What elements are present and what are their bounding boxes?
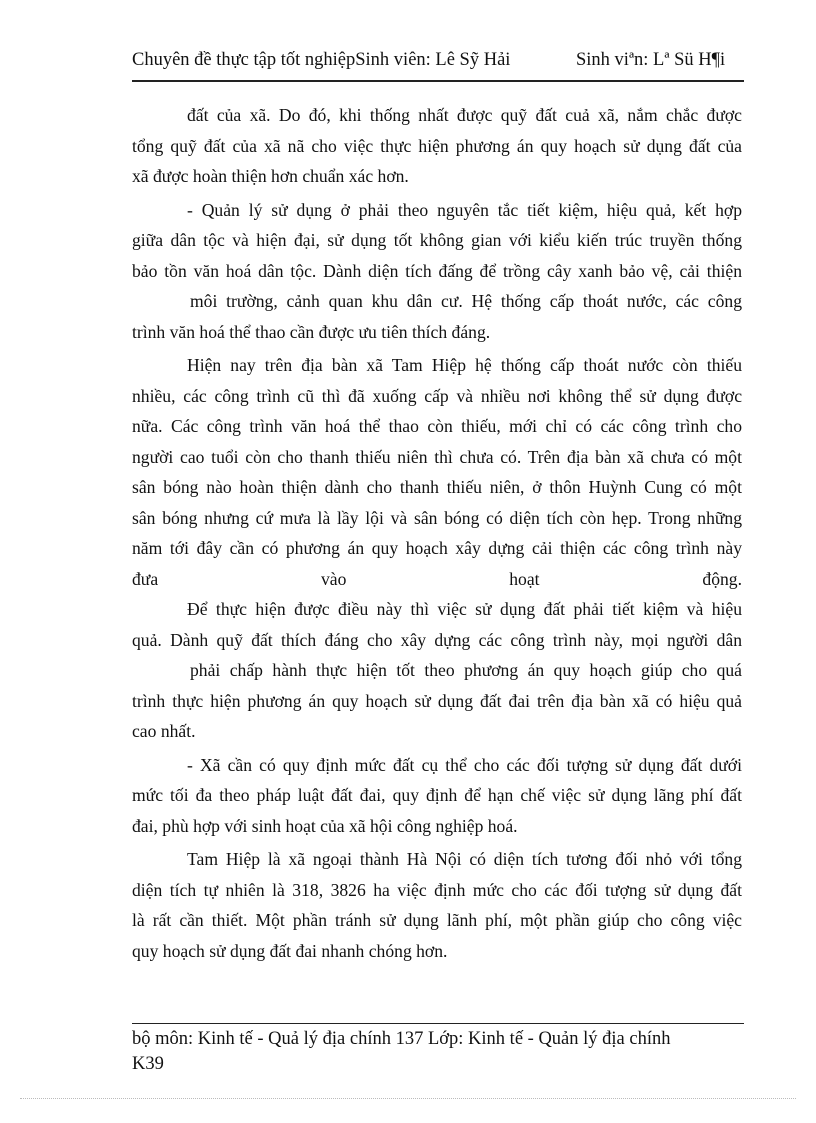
text-line: Để thực hiện được điều này thì việc sử dụng đất phải tiết kiệm và hiệu [187,599,742,619]
text-line: là rất cần thiết. Một phần tránh sử dụng lãnh phí, một phần giúp cho công việc [132,910,742,930]
text-line: diện tích tự nhiên là 318, 3826 ha việc định mức cho các đối tượng sử dụng đất [132,879,742,900]
text-line: phải chấp hành thực hiện tốt theo phương án quy hoạch giúp cho quá [190,660,742,680]
footer-rule [132,1023,744,1024]
text-line: môi trường, cảnh quan khu dân cư. Hệ thống cấp thoát nước, các công [190,291,742,311]
text-line: mức tối đa theo pháp luật đất đai, quy định để hạn chế việc sử dụng lãng phí đất [132,785,742,805]
header-right-text: Sinh viªn: Lª Sü H¶i [576,50,726,70]
paragraph [132,750,742,842]
text-line: cao nhất. [132,721,196,741]
text-line: năm tới đây cần có phương án quy hoạch xây dựng cải thiện các công trình này [132,538,742,558]
text-line: đai, phù hợp với sinh hoạt của xã hội công nghiệp hoá. [132,815,518,836]
text-line: - Xã cần có quy định mức đất cụ thể cho các đối tượng sử dụng đất dưới [187,754,742,775]
paragraph [132,100,742,192]
text-line: sân bóng nhưng cứ mưa là lầy lội và sân bóng có diện tích còn hẹp. Trong những [132,507,742,528]
text-line: quả. Dành quỹ đất thích đáng cho xây dựng các công trình này, mọi người dân [132,629,742,650]
page-bottom-border [20,1098,796,1099]
text-line: tổng quỹ đất của xã nã cho việc thực hiện phương án quy hoạch sử dụng đất của [132,135,742,156]
text-line: - Quản lý sử dụng ở phải theo nguyên tắc tiết kiệm, hiệu quả, kết hợp [187,199,742,220]
paragraph [132,195,742,348]
text-line: xã được hoàn thiện hơn chuẩn xác hơn. [132,166,409,186]
text-line: trình văn hoá thể thao cần được ưu tiên thích đáng. [132,321,491,342]
text-line: nhiều, các công trình cũ thì đã xuống cấp và nhiều nơi không thể sử dụng được [132,385,742,406]
header-rule [132,80,744,82]
page-footer [132,1027,744,1077]
text-line: sân bóng nào hoàn thiện dành cho thanh thiếu niên, ở thôn Huỳnh Cung có một [132,477,742,497]
header-left-text: Chuyên đề thực tập tốt nghiệpSinh viên: Lê Sỹ Hải [132,50,511,70]
text-line: bảo tồn văn hoá dân tộc. Dành diện tích đấng để trồng cây xanh bảo vệ, cải thiện [132,260,742,281]
text-line: đưa vào hoạt động. [132,568,742,589]
document-body [132,100,742,966]
text-line: người cao tuổi còn cho thanh thiếu niên thì chưa có. Trên địa bàn xã chưa có một [132,446,742,467]
paragraph [132,350,742,594]
paragraph [132,594,742,747]
text-line: đất của xã. Do đó, khi thống nhất được quỹ đất cuả xã, nắm chắc được [187,105,742,125]
text-line: Hiện nay trên địa bàn xã Tam Hiệp hệ thống cấp thoát nước còn thiếu [187,355,742,375]
text-line: nữa. Các công trình văn hoá thể thao còn thiếu, mới chỉ có các công trình cho [132,416,742,436]
text-line: trình thực hiện phương án quy hoạch sử dụng đất đai trên địa bàn xã có hiệu quả [132,690,742,711]
text-line: Tam Hiệp là xã ngoại thành Hà Nội có diện tích tương đối nhỏ với tổng [187,849,742,869]
footer-line: bộ môn: Kinh tế - Quả lý địa chính 137 Lớp: Kinh tế - Quản lý địa chính [132,1029,671,1049]
text-line: quy hoạch sử dụng đất đai nhanh chóng hơn. [132,940,448,961]
text-line: giữa dân tộc và hiện đại, sử dụng tốt không gian với kiểu kiến trúc truyền thống [132,230,742,250]
paragraph [132,844,742,966]
footer-line: K39 [132,1054,164,1074]
